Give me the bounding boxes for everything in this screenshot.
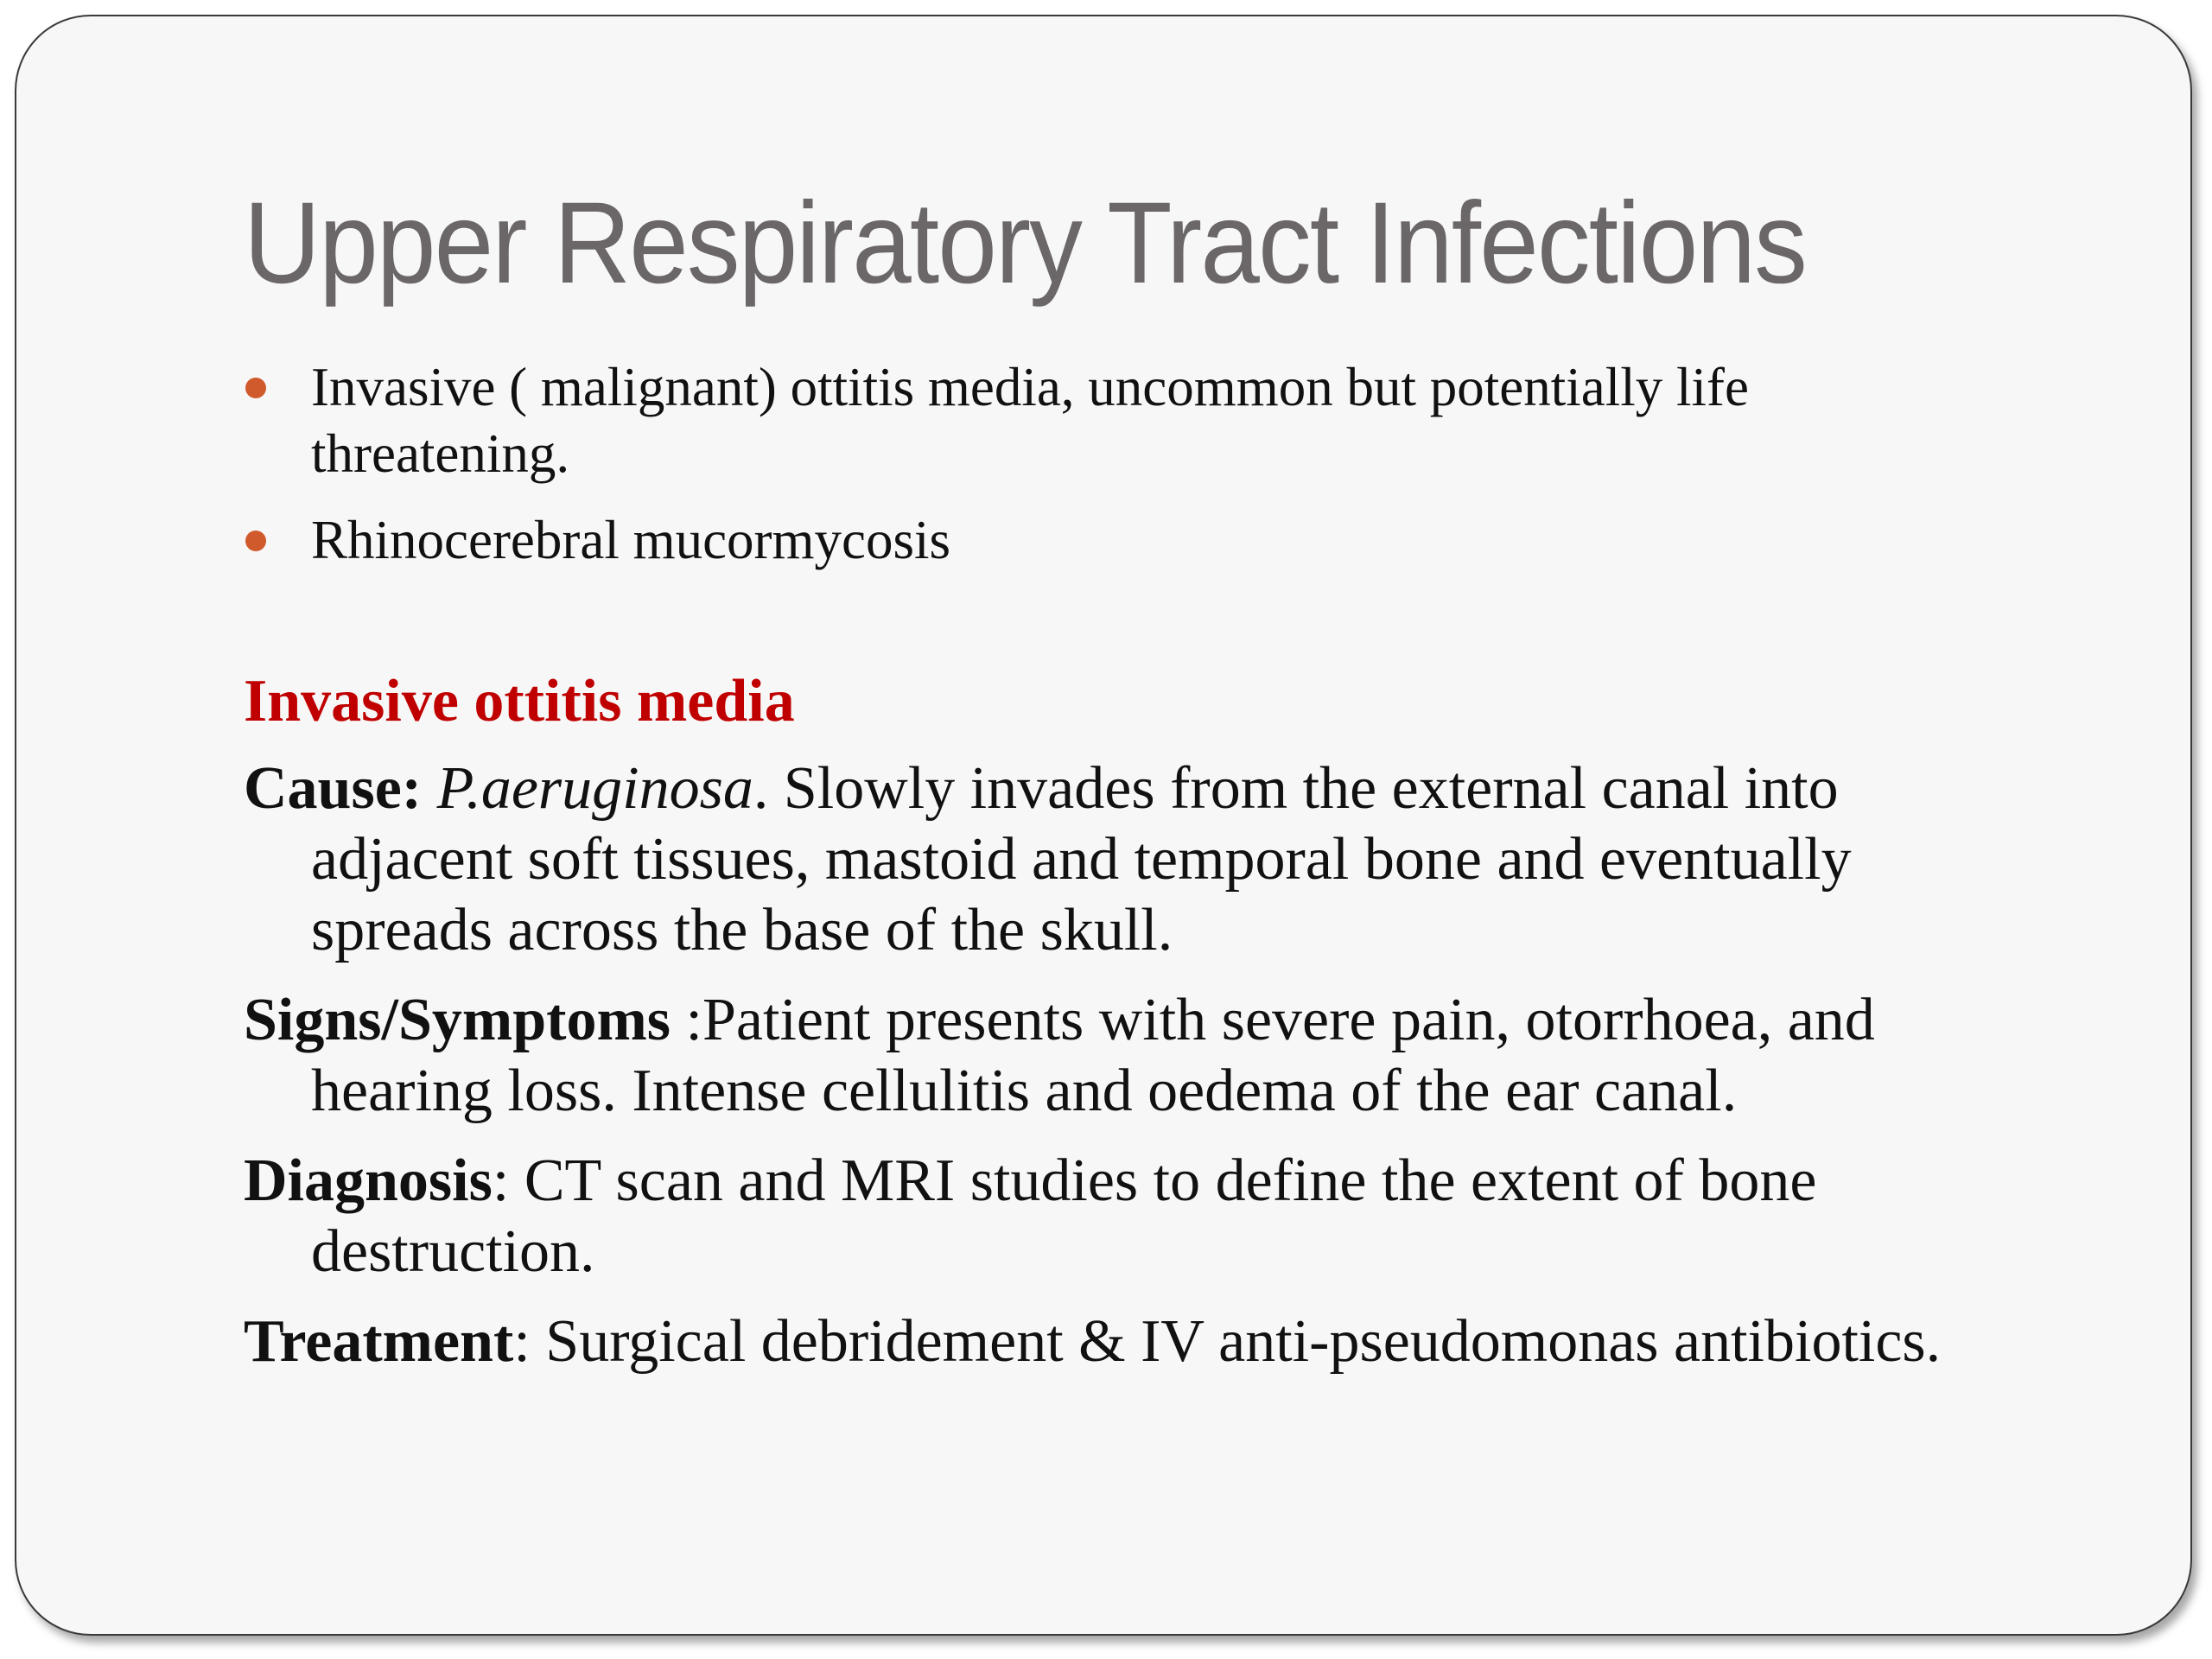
bullet-dot-icon (245, 531, 266, 551)
bullet-item (244, 507, 1989, 574)
cause-text: . Slowly invades from the external canal into adjacent soft tissues, mastoid and temporal bone and eventually spreads across the base of the skull. (311, 755, 1852, 963)
cause-organism: P.aeruginosa (436, 755, 753, 822)
treatment-label: Treatment (244, 1308, 514, 1375)
bullet-list (244, 354, 1989, 594)
section-heading: Invasive ottitis media (244, 668, 795, 734)
diagnosis-label: Diagnosis (244, 1147, 493, 1214)
details-block (244, 753, 2024, 1396)
signs-label: Signs/Symptoms (244, 987, 671, 1053)
bullet-text: Invasive ( malignant) ottitis media, uncommon but potentially life threatening. (311, 357, 1749, 484)
diagnosis-paragraph (244, 1146, 2024, 1287)
signs-paragraph (244, 985, 2024, 1127)
slide-title: Upper Respiratory Tract Infections (244, 179, 1806, 308)
treatment-text: : Surgical debridement & IV anti-pseudomonas antibiotics. (513, 1308, 1942, 1375)
bullet-dot-icon (245, 378, 266, 398)
cause-label: Cause: (244, 755, 423, 822)
bullet-text: Rhinocerebral mucormycosis (311, 510, 951, 570)
treatment-paragraph (244, 1306, 2024, 1377)
signs-text: :Patient presents with severe pain, otorrhoea, and hearing loss. Intense cellulitis and oedema of the ear canal. (311, 987, 1875, 1124)
bullet-item (244, 354, 1989, 487)
cause-paragraph (244, 753, 2024, 966)
diagnosis-text: : CT scan and MRI studies to define the extent of bone destruction. (311, 1147, 1817, 1285)
